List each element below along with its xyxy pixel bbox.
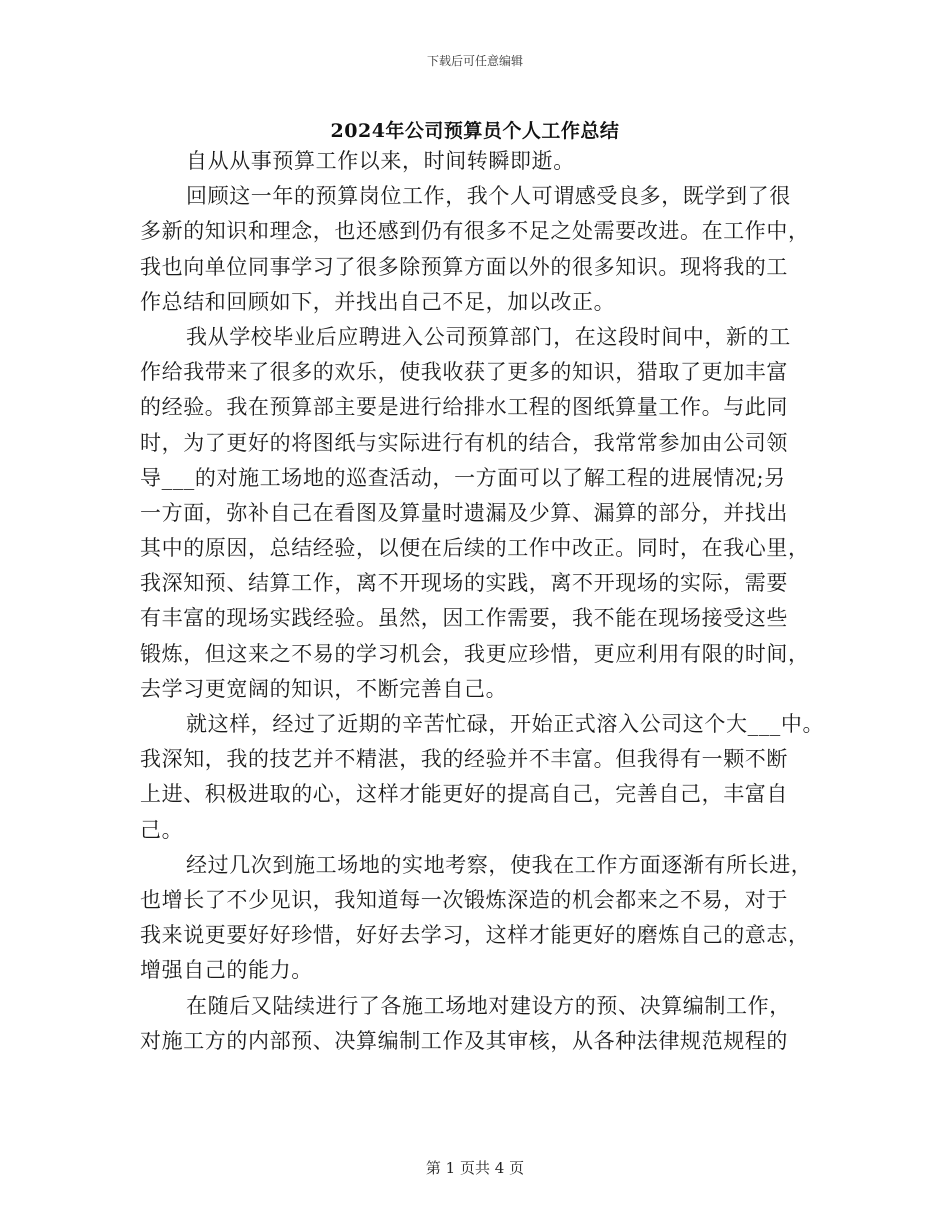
body-line: 经过几次到施工场地的实地考察，使我在工作方面逐渐有所长进， xyxy=(186,852,813,877)
document-body xyxy=(140,144,830,1059)
body-line: 我从学校毕业后应聘进入公司预算部门，在这段时间中，新的工 xyxy=(186,324,791,349)
header-note: 下载后可任意编辑 xyxy=(426,54,523,68)
body-line: 一方面，弥补自己在看图及算量时遗漏及少算、漏算的部分，并找出 xyxy=(140,500,788,525)
body-line: 在随后又陆续进行了各施工场地对建设方的预、决算编制工作， xyxy=(186,993,791,1018)
body-line: 我来说更要好好珍惜，好好去学习，这样才能更好的磨炼自己的意志， xyxy=(140,923,810,948)
body-line: 上进、积极进取的心，这样才能更好的提高自己，完善自己，丰富自 xyxy=(140,782,788,807)
body-line: 的经验。我在预算部主要是进行给排水工程的图纸算量工作。与此同 xyxy=(140,395,788,420)
body-line: 作给我带来了很多的欢乐，使我收获了更多的知识，猎取了更加丰富 xyxy=(140,360,788,385)
body-line: 也增长了不少见识，我知道每一次锻炼深造的机会都来之不易，对于 xyxy=(140,887,788,912)
body-line: 对施工方的内部预、决算编制工作及其审核，从各种法律规范规程的 xyxy=(140,1028,788,1053)
body-line: 我深知，我的技艺并不精湛，我的经验并不丰富。但我得有一颗不断 xyxy=(140,747,788,772)
body-line: 多新的知识和理念，也还感到仍有很多不足之处需要改进。在工作中， xyxy=(140,219,810,244)
body-line: 自从从事预算工作以来，时间转瞬即逝。 xyxy=(186,149,575,173)
body-line: 锻炼，但这来之不易的学习机会，我更应珍惜，更应利用有限的时间， xyxy=(140,641,810,666)
body-line: 我也向单位同事学习了很多除预算方面以外的很多知识。现将我的工 xyxy=(140,254,788,279)
body-line: 回顾这一年的预算岗位工作，我个人可谓感受良多，既学到了很 xyxy=(186,184,791,209)
body-line: 其中的原因，总结经验，以便在后续的工作中改正。同时，在我心里， xyxy=(140,536,810,561)
body-line: 导___的对施工场地的巡查活动，一方面可以了解工程的进展情况;另 xyxy=(140,465,786,490)
body-line: 己。 xyxy=(140,817,184,842)
body-line: 作总结和回顾如下，并找出自己不足，加以改正。 xyxy=(140,289,616,314)
page-number: 第 1 页共 4 页 xyxy=(425,1159,525,1177)
body-line: 时，为了更好的将图纸与实际进行有机的结合，我常常参加由公司领 xyxy=(140,430,788,455)
body-line: 去学习更宽阔的知识，不断完善自己。 xyxy=(140,676,508,701)
body-line: 我深知预、结算工作，离不开现场的实践，离不开现场的实际，需要 xyxy=(140,571,788,596)
body-line: 有丰富的现场实践经验。虽然，因工作需要，我不能在现场接受这些 xyxy=(140,606,788,631)
body-line: 增强自己的能力。 xyxy=(140,958,313,983)
body-line: 就这样，经过了近期的辛苦忙碌，开始正式溶入公司这个大___中。 xyxy=(186,712,825,736)
document-title: 2024年公司预算员个人工作总结 xyxy=(330,120,620,142)
